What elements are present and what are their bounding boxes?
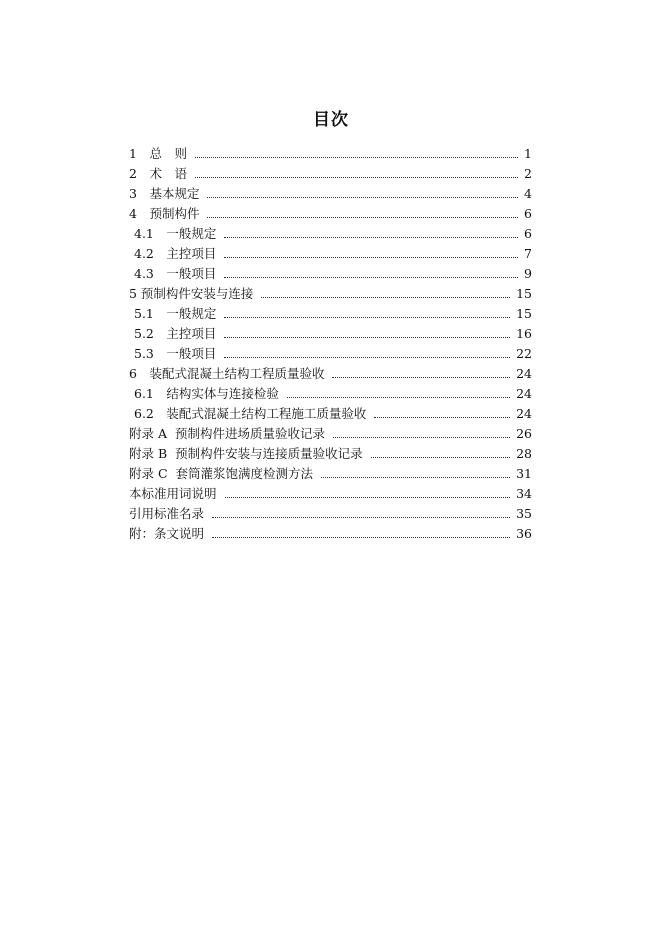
dot-leader	[261, 297, 510, 298]
dot-leader	[374, 417, 510, 418]
toc-entry-page-number: 16	[516, 326, 532, 341]
toc-entry-page-number: 34	[516, 486, 532, 501]
toc-entry[interactable]	[129, 422, 532, 442]
dot-leader	[207, 197, 518, 198]
toc-entry[interactable]	[129, 502, 532, 522]
toc-entry-label: 本标准用词说明	[129, 486, 217, 501]
toc-entry-label: 5 预制构件安装与连接	[129, 286, 254, 301]
dot-leader	[287, 397, 510, 398]
table-of-contents	[129, 142, 532, 542]
toc-entry-page-number: 7	[524, 246, 532, 261]
toc-entry-page-number: 15	[516, 306, 532, 321]
toc-entry-page-number: 26	[516, 426, 532, 441]
toc-entry[interactable]	[129, 142, 532, 162]
toc-entry[interactable]	[129, 202, 532, 222]
dot-leader	[207, 217, 518, 218]
toc-entry-label: 4.3 一般项目	[134, 266, 217, 281]
toc-entry[interactable]	[129, 162, 532, 182]
dot-leader	[224, 317, 510, 318]
dot-leader	[224, 257, 518, 258]
dot-leader	[225, 497, 511, 498]
dot-leader	[371, 457, 510, 458]
toc-entry-label: 附录 C 套筒灌浆饱满度检测方法	[129, 466, 313, 481]
toc-entry[interactable]	[129, 342, 532, 362]
toc-entry[interactable]	[129, 362, 532, 382]
toc-entry-label: 6.1 结构实体与连接检验	[134, 386, 279, 401]
dot-leader	[333, 437, 510, 438]
toc-entry[interactable]	[129, 462, 532, 482]
toc-entry-label: 6.2 装配式混凝土结构工程施工质量验收	[134, 406, 367, 421]
toc-entry-label: 4.1 一般规定	[134, 226, 217, 241]
toc-entry-page-number: 6	[524, 226, 532, 241]
toc-entry-page-number: 22	[516, 346, 532, 361]
toc-entry-label: 附录 A 预制构件进场质量验收记录	[129, 426, 325, 441]
toc-entry-label: 6 装配式混凝土结构工程质量验收	[129, 366, 325, 381]
toc-entry[interactable]	[129, 382, 532, 402]
toc-entry-page-number: 1	[524, 146, 532, 161]
toc-entry-label: 4.2 主控项目	[134, 246, 217, 261]
toc-entry-page-number: 24	[516, 406, 532, 421]
toc-entry-label: 1 总 则	[129, 146, 187, 161]
toc-entry-label: 附录 B 预制构件安装与连接质量验收记录	[129, 446, 363, 461]
toc-entry-page-number: 35	[516, 506, 532, 521]
toc-entry-page-number: 24	[516, 366, 532, 381]
toc-entry-label: 3 基本规定	[129, 186, 200, 201]
toc-entry-page-number: 24	[516, 386, 532, 401]
toc-entry-label: 引用标准名录	[129, 506, 205, 521]
dot-leader	[212, 537, 510, 538]
toc-entry[interactable]	[129, 282, 532, 302]
dot-leader	[212, 517, 510, 518]
toc-entry[interactable]	[129, 482, 532, 502]
dot-leader	[224, 337, 510, 338]
toc-entry-page-number: 28	[516, 446, 532, 461]
toc-entry-label: 附：条文说明	[129, 526, 205, 541]
dot-leader	[224, 357, 510, 358]
dot-leader	[224, 237, 518, 238]
toc-entry-label: 5.2 主控项目	[134, 326, 217, 341]
toc-entry-page-number: 9	[524, 266, 532, 281]
dot-leader	[195, 157, 518, 158]
toc-entry[interactable]	[129, 322, 532, 342]
dot-leader	[195, 177, 518, 178]
toc-entry[interactable]	[129, 222, 532, 242]
toc-entry-label: 2 术 语	[129, 166, 187, 181]
toc-entry-label: 4 预制构件	[129, 206, 200, 221]
toc-entry[interactable]	[129, 182, 532, 202]
toc-entry[interactable]	[129, 302, 532, 322]
toc-entry-page-number: 4	[524, 186, 532, 201]
toc-entry[interactable]	[129, 242, 532, 262]
toc-entry-page-number: 6	[524, 206, 532, 221]
toc-entry[interactable]	[129, 522, 532, 542]
dot-leader	[224, 277, 518, 278]
toc-entry[interactable]	[129, 262, 532, 282]
toc-entry-label: 5.3 一般项目	[134, 346, 217, 361]
page-title: 目次	[313, 110, 349, 130]
toc-entry-page-number: 31	[516, 466, 532, 481]
toc-entry[interactable]	[129, 442, 532, 462]
toc-entry-page-number: 2	[524, 166, 532, 181]
toc-entry-page-number: 15	[516, 286, 532, 301]
dot-leader	[321, 477, 510, 478]
toc-entry-label: 5.1 一般规定	[134, 306, 217, 321]
dot-leader	[332, 377, 510, 378]
toc-entry-page-number: 36	[516, 526, 532, 541]
toc-entry[interactable]	[129, 402, 532, 422]
